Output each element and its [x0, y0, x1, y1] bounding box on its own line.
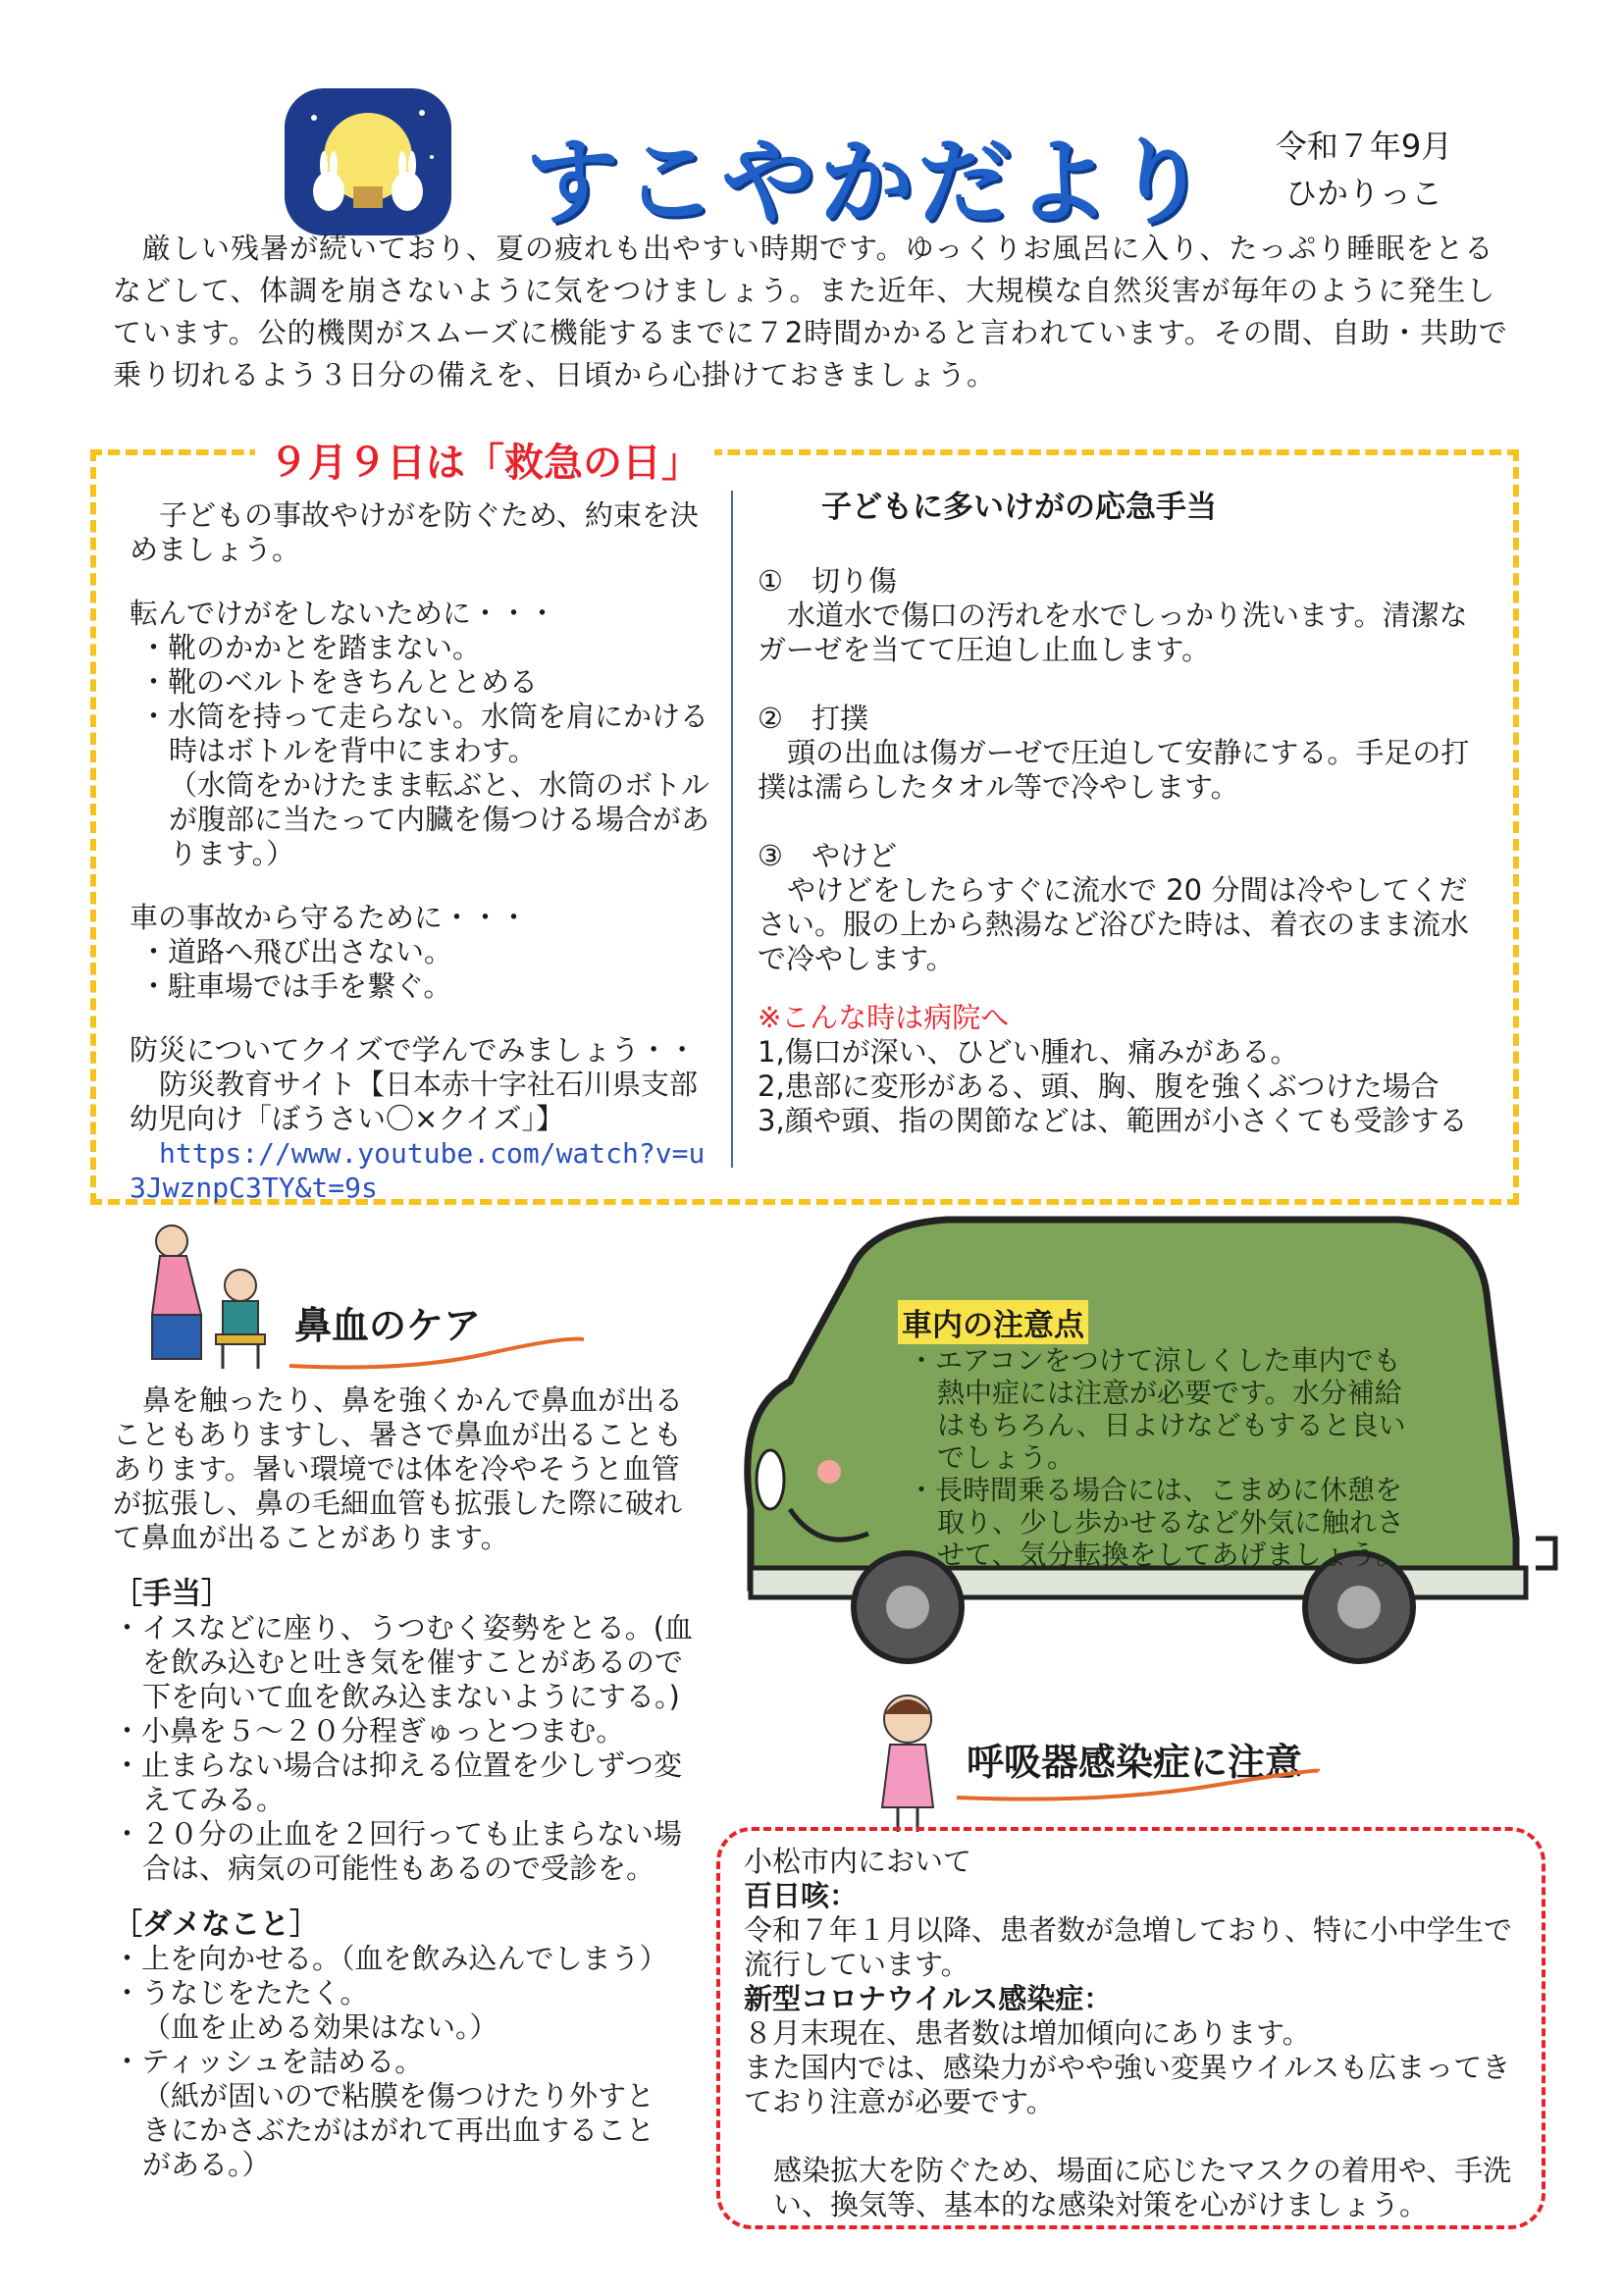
first-aid-burn-text: やけどをしたらすぐに流水で 20 分間は冷やしてください。服の上から熱湯など浴びた時は、着衣のまま流水で冷やします。	[758, 873, 1470, 975]
first-aid-heading: 子どもに多いけがの応急手当	[821, 490, 1217, 525]
quiz-heading: 防災についてクイズで学んでみましょう・・	[130, 1033, 697, 1067]
dont-heading: ［ダメなこと］	[113, 1907, 319, 1942]
list-item: ・道路へ飛び出さない。	[139, 935, 453, 968]
list-item: 2,患部に変形がある、頭、胸、腹を強くぶつけた場合	[758, 1070, 1440, 1103]
first-aid-burn-title: ③ やけど	[758, 839, 897, 872]
list-item: ・止まらない場合は抑える位置を少しずつ変えてみる。	[113, 1748, 683, 1816]
list-item: ・水筒を持って走らない。水筒を肩にかける時はボトルを背中にまわす。	[139, 700, 709, 767]
list-item: ・靴のベルトをきちんととめる	[139, 665, 539, 699]
first-aid-cut-title: ① 切り傷	[758, 564, 897, 598]
first-aid-bruise-title: ② 打撲	[758, 702, 868, 735]
injury-heading: 転んでけがをしないために・・・	[130, 597, 557, 630]
emergency-day-title: ９月９日は「救急の日」	[255, 432, 714, 488]
respiratory-notice	[744, 1845, 1529, 2222]
injury-note: （水筒をかけたまま転ぶと、水筒のボトルが腹部に当たって内臓を傷つける場合があります。）	[169, 768, 710, 870]
intro-paragraph: 厳しい残暑が続いており、夏の疲れも出やすい時期です。ゆっくりお風呂に入り、たっぷり睡眠をとるなどして、体調を崩さないように気をつけましょう。また近年、大規模な自然災害が毎年のように発生しています。公的機関がスムーズに機能するまでに７2時間かかると言われています。その間、自助・共助で乗り切れるよう３日分の備えを、日頃から心掛けておきましょう。	[113, 232, 1508, 391]
prevention-text: 感染拡大を防ぐため、場面に応じたマスクの着用や、手洗い、換気等、基本的な感染対策を心がけましょう。	[773, 2154, 1512, 2221]
list-item: ・駐車場では手を繋ぐ。	[139, 969, 452, 1003]
care-heading: ［手当］	[113, 1577, 231, 1611]
list-item: ・靴のかかとを踏まない。	[139, 631, 482, 664]
list-item: ・小鼻を５～２０分程ぎゅっとつまむ。	[113, 1714, 625, 1748]
list-item: ・うなじをたたく。	[113, 1976, 369, 2009]
location: 小松市内において	[744, 1845, 972, 1878]
list-item: ・長時間乗る場合には、こまめに休憩を取り、少し歩かせるなど外気に触れさせて、気分転換をしてあげましょう。	[908, 1474, 1405, 1571]
list-item: ・エアコンをつけて涼しくした車内でも熱中症には注意が必要です。水分補給はもちろん、日よけなどもすると良いでしょう。	[908, 1344, 1406, 1474]
hospital-heading: ※こんな時は病院へ	[758, 1001, 1010, 1034]
first-aid-cut-text: 水道水で傷口の汚れを水でしっかり洗います。清潔なガーゼを当てて圧迫し止血します。	[758, 599, 1468, 666]
list-note: （紙が固いので粘膜を傷つけたり外すときにかさぶたがはがれて再出血することがある。）	[142, 2079, 655, 2181]
column-divider	[731, 491, 733, 1168]
nosebleed-intro: 鼻を触ったり、鼻を強くかんで鼻血が出ることもありますし、暑さで鼻血が出ることもあります。暑い環境では体を冷やそうと血管が拡張し、鼻の毛細血管も拡張した際に破れて鼻血が出ることがあります。	[113, 1383, 684, 1554]
moon-rabbit-logo	[285, 88, 451, 235]
list-item: 1,傷口が深い、ひどい腫れ、痛みがある。	[758, 1035, 1299, 1069]
title-underline-wave	[957, 1766, 1320, 1805]
safety-intro: 子どもの事故やけがを防ぐため、約束を決めましょう。	[130, 498, 699, 566]
list-item: ・ティッシュを詰める。	[113, 2045, 424, 2078]
issue-date: 令和７年9月	[1275, 128, 1453, 165]
covid-text: ８月末現在、患者数は増加傾向にあります。	[744, 2016, 1311, 2050]
coughing-girl-illustration	[868, 1690, 947, 1837]
title-underline-wave	[289, 1334, 584, 1374]
quiz-text: 防災教育サイト【日本赤十字社石川県支部 幼児向け「ぼうさい〇×クイズ」】	[130, 1068, 726, 1135]
newsletter-title: すこやかだより	[525, 128, 1212, 237]
issue-info	[1266, 123, 1462, 217]
nosebleed-title: 鼻血のケア	[294, 1304, 482, 1347]
list-note: （血を止める効果はない。）	[142, 2010, 498, 2044]
quiz-link[interactable]: https://www.youtube.com/watch?v=u3JwznpC3TY&t=9s	[130, 1137, 706, 1204]
list-item: ・２０分の止血を２回行っても止まらない場合は、病気の可能性もあるので受診を。	[113, 1817, 683, 1885]
safety-promises-column	[130, 498, 726, 1205]
list-item: ・上を向かせる。（血を飲み込んでしまう）	[113, 1942, 668, 1975]
covid-text: また国内では、感染力がやや強い変異ウイルスも広まってきており注意が必要です。	[744, 2051, 1511, 2118]
nosebleed-section	[113, 1383, 697, 2182]
first-aid-bruise-text: 頭の出血は傷ガーゼで圧迫して安静にする。手足の打撲は濡らしたタオル等で冷やします。	[758, 736, 1470, 804]
covid-heading: 新型コロナウイルス感染症：	[744, 1982, 1113, 2015]
car-tips	[908, 1344, 1428, 1571]
first-aid-column	[758, 491, 1493, 1138]
car-safety-heading: 車の事故から守るために・・・	[130, 901, 529, 934]
nosebleed-care-illustration	[132, 1217, 289, 1374]
publisher: ひかりっこ	[1284, 175, 1442, 212]
list-item: 3,顔や頭、指の関節などは、範囲が小さくても受診する	[758, 1104, 1468, 1137]
pertussis-heading: 百日咳：	[744, 1879, 859, 1912]
respiratory-title: 呼吸器感染症に注意	[967, 1741, 1303, 1784]
pertussis-text: 令和７年１月以降、患者数が急増しており、特に小中学生で流行しています。	[744, 1913, 1513, 1981]
car-tips-heading: 車内の注意点	[898, 1300, 1088, 1344]
list-item: ・イスなどに座り、うつむく姿勢をとる。(血を飲み込むと吐き気を催すことがあるので下を向いて血を飲み込まないようにする。)	[113, 1611, 694, 1713]
